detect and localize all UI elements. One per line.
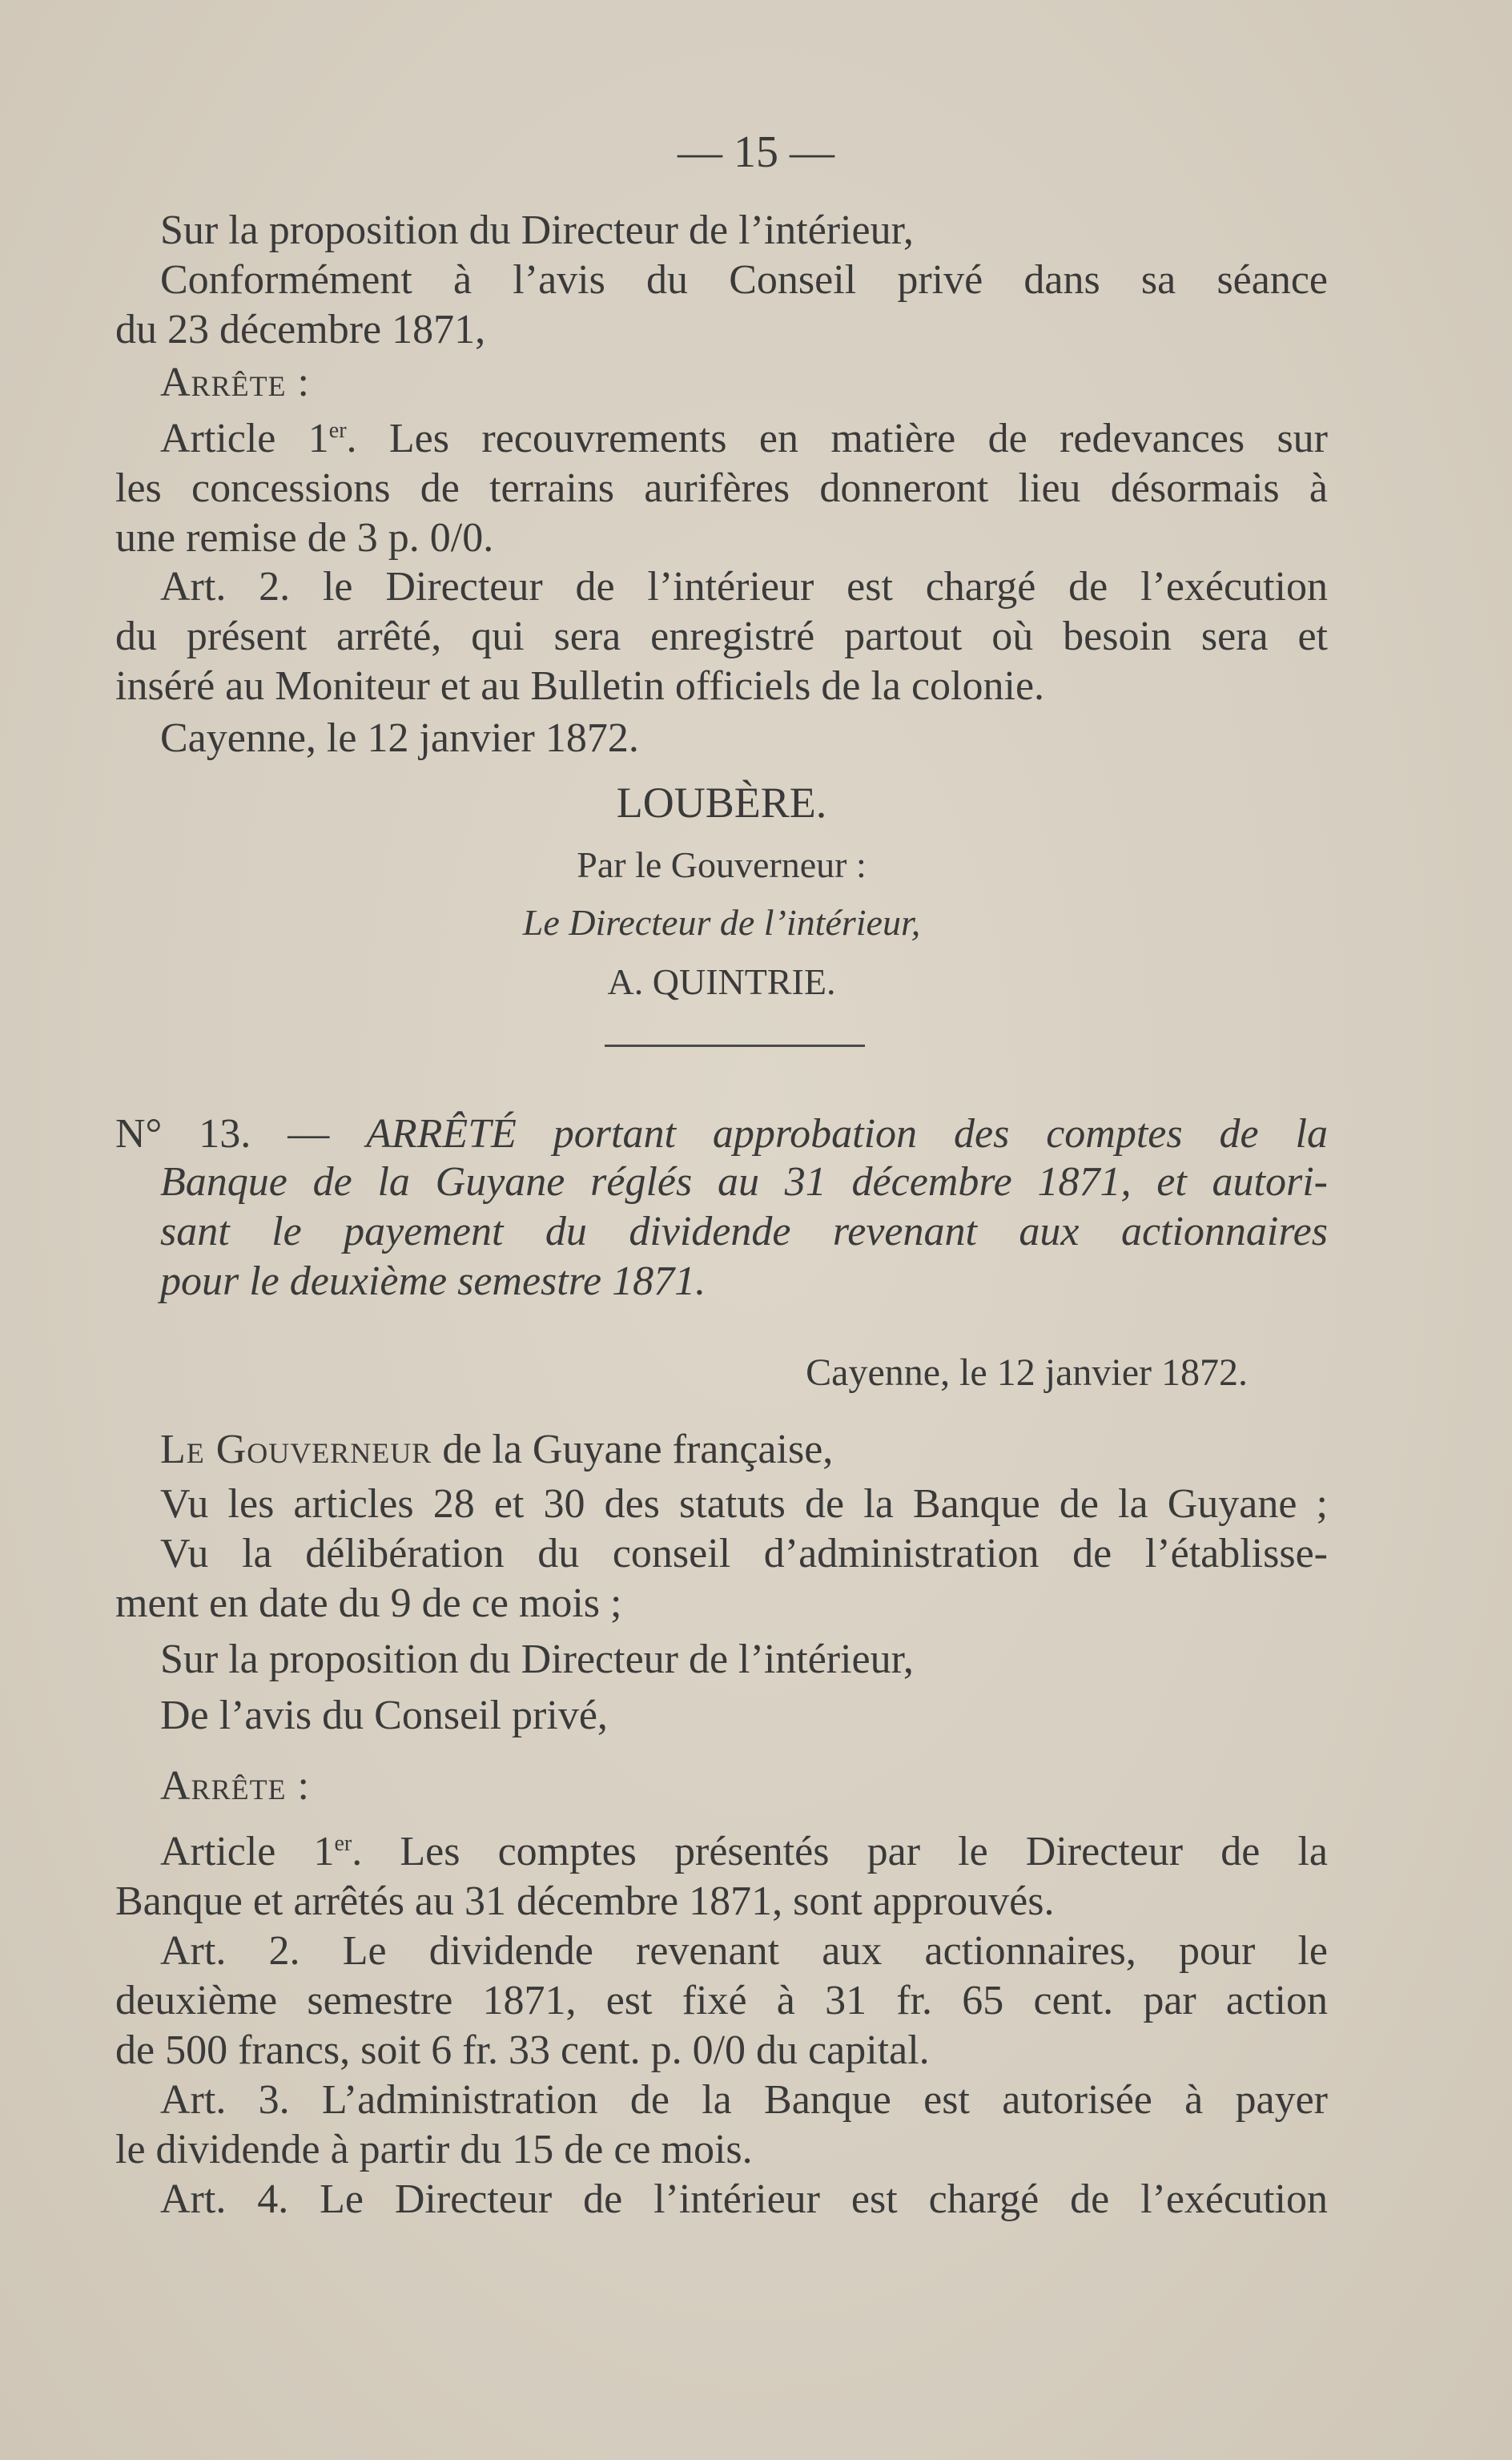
text-line: Le Directeur de l’intérieur,	[522, 902, 921, 943]
text-line: Sur la proposition du Directeur de l’intérieur,	[160, 1637, 914, 1682]
text-line: Vu les articles 28 et 30 des statuts de la Banque de la Guyane ;	[160, 1481, 1328, 1527]
section-divider	[605, 1045, 865, 1047]
text-line: Art. 2. le Directeur de l’intérieur est chargé de l’exécution	[160, 564, 1328, 610]
decree-title-line: sant le payement du dividende revenant aux actionnaires	[160, 1209, 1328, 1254]
text-line: Banque et arrêtés au 31 décembre 1871, sont approuvés.	[115, 1878, 1055, 1924]
date-line: Cayenne, le 12 janvier 1872.	[806, 1351, 1248, 1394]
text-line: les concessions de terrains aurifères donneront lieu désormais à	[115, 465, 1328, 511]
text-line: Par le Gouverneur :	[577, 844, 867, 885]
signatory: A. QUINTRIE.	[607, 961, 836, 1002]
decree-title-line: Banque de la Guyane réglés au 31 décembre 1871, et autori-	[160, 1159, 1328, 1205]
text-line: Vu la délibération du conseil d’administration de l’établisse-	[160, 1531, 1328, 1576]
arrete-heading: Arrête :	[160, 1763, 310, 1809]
arrete-heading: Arrête :	[160, 360, 310, 405]
text-line: Sur la proposition du Directeur de l’intérieur,	[160, 207, 914, 253]
text-line: Art. 4. Le Directeur de l’intérieur est chargé de l’exécution	[160, 2176, 1328, 2222]
text-line: une remise de 3 p. 0/0.	[115, 515, 494, 561]
text-line: ment en date du 9 de ce mois ;	[115, 1580, 622, 1626]
text-line: du présent arrêté, qui sera enregistré partout où besoin sera et	[115, 614, 1328, 659]
text-line: Article 1er. Les recouvrements en matière de redevances sur	[160, 416, 1328, 461]
text-line: le dividende à partir du 15 de ce mois.	[115, 2127, 753, 2172]
text-line: inséré au Moniteur et au Bulletin officiels de la colonie.	[115, 663, 1045, 709]
page-number: — 15 —	[678, 127, 834, 177]
text-line: Le Gouverneur de la Guyane française,	[160, 1427, 834, 1472]
text-line: de 500 francs, soit 6 fr. 33 cent. p. 0/0 du capital.	[115, 2027, 930, 2073]
decree-title-line: pour le deuxième semestre 1871.	[160, 1258, 706, 1304]
text-line: Art. 3. L’administration de la Banque est autorisée à payer	[160, 2077, 1328, 2123]
decree-title-line: N° 13. — ARRÊTÉ portant approbation des comptes de la	[115, 1111, 1329, 1157]
signatory: LOUBÈRE.	[616, 779, 827, 827]
text-line: deuxième semestre 1871, est fixé à 31 fr. 65 cent. par action	[115, 1978, 1328, 2023]
text-line: du 23 décembre 1871,	[115, 307, 486, 352]
text-line: Conformément à l’avis du Conseil privé dans sa séance	[160, 257, 1328, 303]
text-line: De l’avis du Conseil privé,	[160, 1693, 608, 1738]
text-line: Art. 2. Le dividende revenant aux actionnaires, pour le	[160, 1928, 1328, 1974]
date-line: Cayenne, le 12 janvier 1872.	[160, 715, 639, 761]
text-line: Article 1er. Les comptes présentés par le Directeur de la	[160, 1829, 1328, 1874]
